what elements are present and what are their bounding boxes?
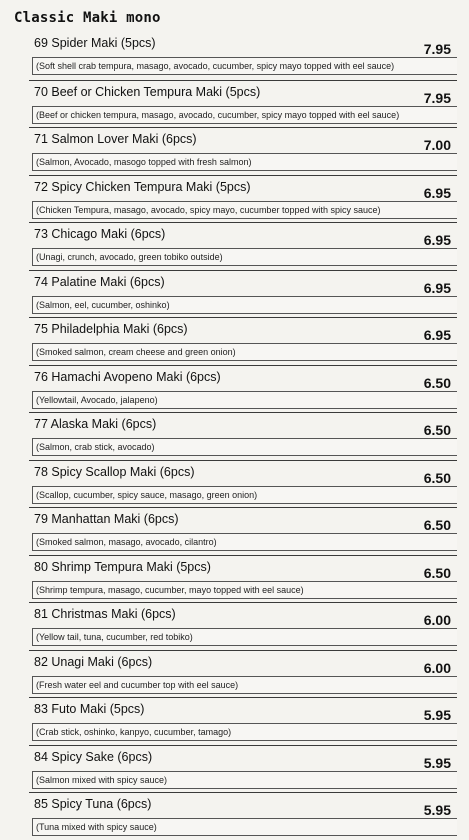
- menu-item-description: (Unagi, crunch, avocado, green tobiko outside): [32, 248, 457, 266]
- menu-item-description: (Shrimp tempura, masago, cucumber, mayo topped with eel sauce): [32, 581, 457, 599]
- menu-item-price: 5.95: [423, 707, 451, 723]
- menu-item-price: 7.00: [423, 137, 451, 153]
- menu-item: [29, 602, 457, 650]
- menu-item-list: [29, 32, 457, 840]
- menu-item-name: 83 Futo Maki (5pcs): [34, 702, 145, 716]
- menu-item: [29, 555, 457, 603]
- menu-item: [29, 32, 457, 80]
- menu-item-price: 6.95: [423, 279, 451, 296]
- menu-item-name: 81 Christmas Maki (6pcs): [34, 607, 176, 621]
- menu-item-price: 6.00: [423, 659, 451, 676]
- menu-item-description: (Yellowtail, Avocado, jalapeno): [32, 391, 457, 409]
- menu-item: [29, 317, 457, 365]
- menu-item-name: 77 Alaska Maki (6pcs): [34, 417, 157, 431]
- menu-item: [29, 222, 457, 270]
- menu-item-price: 5.95: [423, 802, 451, 818]
- menu-item: [29, 270, 457, 318]
- menu-item-name: 70 Beef or Chicken Tempura Maki (5pcs): [34, 84, 261, 99]
- menu-item-description: (Fresh water eel and cucumber top with eel sauce): [32, 676, 457, 694]
- menu-item-name: 71 Salmon Lover Maki (6pcs): [34, 132, 197, 146]
- menu-item-price: 7.95: [423, 41, 451, 57]
- menu-item-description: (Tuna mixed with spicy sauce): [32, 818, 457, 836]
- menu-item-description: (Smoked salmon, cream cheese and green onion): [32, 343, 457, 361]
- menu-item-name: 73 Chicago Maki (6pcs): [34, 227, 166, 241]
- menu-item: [29, 460, 457, 508]
- menu-item-price: 6.50: [423, 422, 451, 438]
- menu-item: [29, 365, 457, 413]
- menu-item-name: 85 Spicy Tuna (6pcs): [34, 797, 152, 811]
- menu-item-price: 6.50: [423, 374, 451, 391]
- menu-item-name: 80 Shrimp Tempura Maki (5pcs): [34, 559, 211, 574]
- menu-item: [29, 412, 457, 460]
- menu-item-description: (Yellow tail, tuna, cucumber, red tobiko): [32, 628, 457, 646]
- menu-item: [29, 745, 457, 793]
- menu-item-price: 6.00: [423, 612, 451, 628]
- menu-item: [29, 697, 457, 745]
- menu-item-description: (Salmon, crab stick, avocado): [32, 438, 457, 456]
- menu-item-name: 74 Palatine Maki (6pcs): [34, 274, 165, 289]
- menu-item: [29, 127, 457, 175]
- menu-item-description: (Salmon mixed with spicy sauce): [32, 771, 457, 789]
- menu-item-price: 7.95: [423, 89, 451, 106]
- menu-item-description: (Salmon, eel, cucumber, oshinko): [32, 296, 457, 314]
- menu-item-description: (Crab stick, oshinko, kanpyo, cucumber, tamago): [32, 723, 457, 741]
- menu-item: [29, 507, 457, 555]
- menu-item-name: 69 Spider Maki (5pcs): [34, 36, 156, 50]
- menu-item-name: 82 Unagi Maki (6pcs): [34, 654, 153, 669]
- menu-item-price: 6.95: [423, 327, 451, 343]
- menu-item-description: (Soft shell crab tempura, masago, avocado, cucumber, spicy mayo topped with eel sauce): [32, 57, 457, 75]
- menu-item-name: 84 Spicy Sake (6pcs): [34, 749, 153, 764]
- menu-item-price: 6.50: [423, 469, 451, 486]
- menu-item-name: 79 Manhattan Maki (6pcs): [34, 512, 179, 526]
- menu-item-price: 6.95: [423, 232, 451, 248]
- menu-item: [29, 175, 457, 223]
- menu-item: [29, 792, 457, 840]
- menu-item-name: 78 Spicy Scallop Maki (6pcs): [34, 464, 195, 479]
- menu-heading: Classic Maki mono: [14, 10, 161, 26]
- menu-item-name: 75 Philadelphia Maki (6pcs): [34, 322, 188, 336]
- menu-item-price: 6.50: [423, 564, 451, 581]
- menu-item-description: (Beef or chicken tempura, masago, avocado, cucumber, spicy mayo topped with eel sauce): [32, 106, 457, 124]
- menu-item-description: (Chicken Tempura, masago, avocado, spicy mayo, cucumber topped with spicy sauce): [32, 201, 457, 219]
- menu-item-name: 72 Spicy Chicken Tempura Maki (5pcs): [34, 179, 251, 194]
- menu-item: [29, 650, 457, 698]
- menu-item-price: 6.95: [423, 184, 451, 201]
- menu-item-price: 6.50: [423, 517, 451, 533]
- menu-item-description: (Scallop, cucumber, spicy sauce, masago, green onion): [32, 486, 457, 504]
- menu-item-description: (Salmon, Avocado, masogo topped with fresh salmon): [32, 153, 457, 171]
- menu-item: [29, 80, 457, 128]
- menu-item-price: 5.95: [423, 754, 451, 771]
- menu-item-name: 76 Hamachi Avopeno Maki (6pcs): [34, 369, 221, 384]
- menu-item-description: (Smoked salmon, masago, avocado, cilantro): [32, 533, 457, 551]
